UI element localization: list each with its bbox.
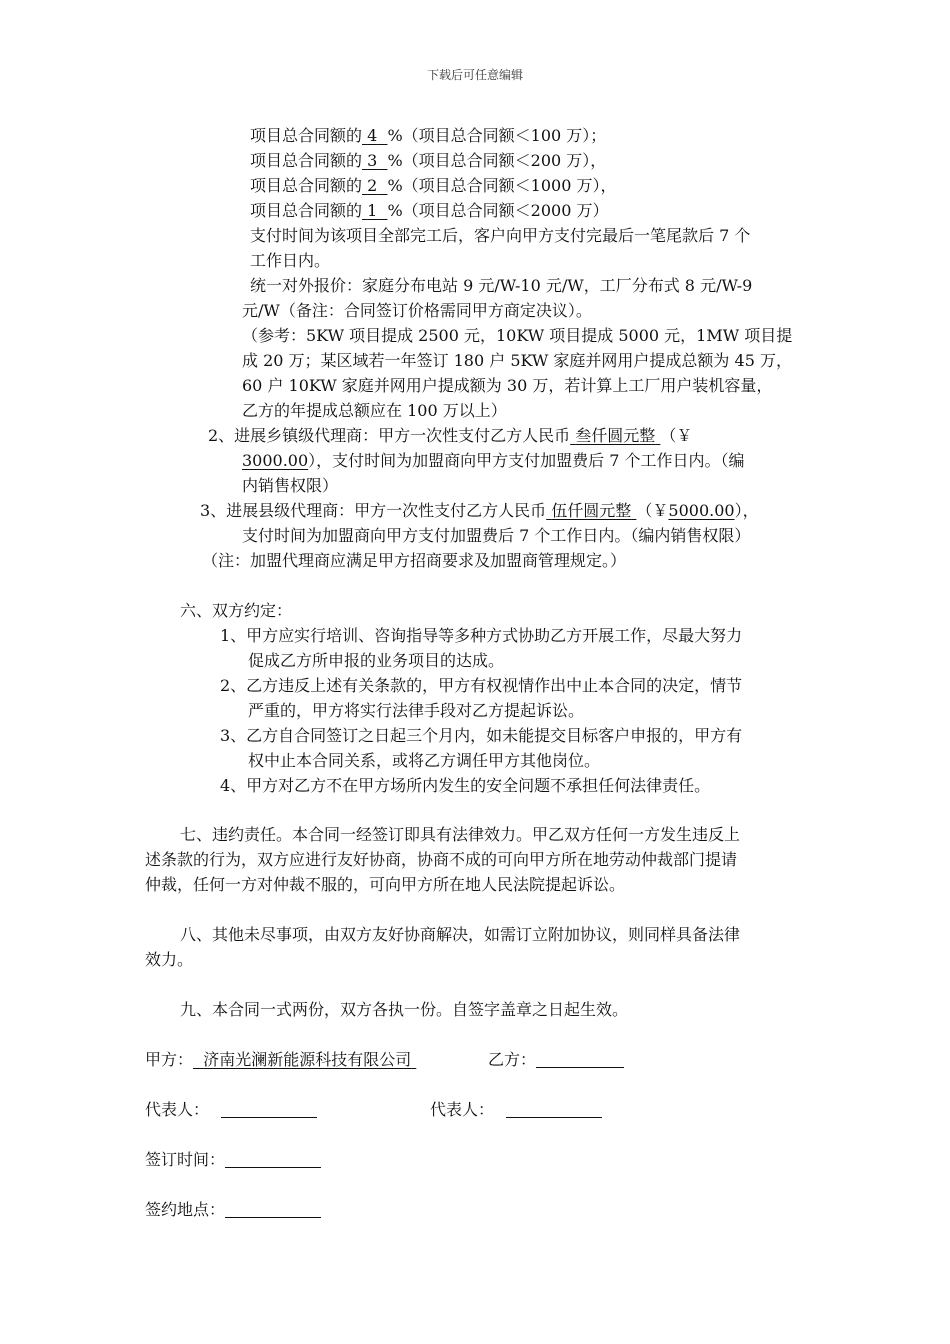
section-7-l1: 七、违约责任。本合同一经签订即具有法律效力。甲乙双方任何一方发生违反上 xyxy=(180,825,741,844)
town-agent-l2: 3000.00），支付时间为加盟商向甲方支付加盟费后 7 个工作日内。（编 xyxy=(242,451,745,470)
section-6-item-3-cont: 权中止本合同关系，或将乙方调任甲方其他岗位。 xyxy=(248,751,601,770)
section-6-item-2: 2、乙方违反上述有关条款的，甲方有权视情作出中止本合同的决定，情节 xyxy=(220,676,743,695)
town-agent-amount-number: 3000.00 xyxy=(242,451,309,470)
sign-place-line: 签约地点： xyxy=(145,1200,321,1220)
section-6-title: 六、双方约定： xyxy=(180,601,293,620)
sign-date-line: 签订时间： xyxy=(145,1150,321,1170)
payment-time-text: 支付时间为该项目全部完工后，客户向甲方支付完最后一笔尾款后 7 个 xyxy=(250,226,751,245)
commission-row-3: 项目总合同额的 2 %（项目总合同额＜1000 万）， xyxy=(250,176,617,195)
commission-percent-value: 3 xyxy=(367,151,378,170)
franchise-note: （注：加盟代理商应满足甲方招商要求及加盟商管理规定。） xyxy=(202,551,627,570)
page-header: 下载后可任意编辑 xyxy=(426,68,523,82)
county-agent-l2: 支付时间为加盟商向甲方支付加盟费后 7 个工作日内。（编内销售权限） xyxy=(242,526,751,545)
sign-date-blank[interactable] xyxy=(225,1151,321,1168)
town-agent-l3: 内销售权限） xyxy=(242,476,339,495)
reference-note-l3: 60 户 10KW 家庭并网用户提成额为 30 万，若计算上工厂用户装机容量， xyxy=(242,376,773,395)
unified-price-text: 统一对外报价：家庭分布电站 9 元/W-10 元/W，工厂分布式 8 元/W-9 xyxy=(250,276,753,295)
section-6-item-1-cont: 促成乙方所申报的业务项目的达成。 xyxy=(248,651,505,670)
town-agent-amount-words: 叁仟圆元整 xyxy=(575,426,656,445)
section-7-l2: 述条款的行为，双方应进行友好协商，协商不成的可向甲方所在地劳动仲裁部门提请 xyxy=(145,850,738,869)
party-a-line: 甲方： 济南光澜新能源科技有限公司 xyxy=(145,1050,416,1070)
commission-percent-value: 1 xyxy=(367,201,378,220)
commission-row-4: 项目总合同额的 1 %（项目总合同额＜2000 万） xyxy=(250,201,609,220)
county-agent-amount-number: 5000.00 xyxy=(668,501,735,520)
reference-note-l1: （参考：5KW 项目提成 2500 元，10KW 项目提成 5000 元，1MW 项目提 xyxy=(242,326,793,345)
county-agent-l1: 3、进展县级代理商：甲方一次性支付乙方人民币 伍仟圆元整 （￥5000.00）， xyxy=(200,501,759,520)
section-6-item-1: 1、甲方应实行培训、咨询指导等多种方式协助乙方开展工作，尽最大努力 xyxy=(220,626,743,645)
party-a-name: 济南光澜新能源科技有限公司 xyxy=(203,1050,412,1069)
section-9: 九、本合同一式两份，双方各执一份。自签字盖章之日起生效。 xyxy=(180,1000,629,1019)
section-7-l3: 仲裁，任何一方对仲裁不服的，可向甲方所在地人民法院提起诉讼。 xyxy=(145,875,626,894)
party-b-line: 乙方： xyxy=(488,1050,624,1070)
reference-note-l4: 乙方的年提成总额应在 100 万以上） xyxy=(242,401,507,420)
section-8-l1: 八、其他未尽事项，由双方友好协商解决，如需订立附加协议，则同样具备法律 xyxy=(180,925,741,944)
county-agent-amount-words: 伍仟圆元整 xyxy=(551,501,632,520)
section-6-item-3: 3、乙方自合同签订之日起三个月内，如未能提交目标客户申报的，甲方有 xyxy=(220,726,743,745)
sign-place-blank[interactable] xyxy=(225,1201,321,1218)
section-8-l2: 效力。 xyxy=(145,950,194,969)
commission-percent-value: 4 xyxy=(367,126,378,145)
payment-time-text-cont: 工作日内。 xyxy=(250,251,331,270)
section-6-item-4: 4、甲方对乙方不在甲方场所内发生的安全问题不承担任何法律责任。 xyxy=(220,776,711,795)
commission-row-1: 项目总合同额的 4 %（项目总合同额＜100 万）； xyxy=(250,126,607,145)
town-agent-l1: 2、进展乡镇级代理商：甲方一次性支付乙方人民币 叁仟圆元整 （￥ xyxy=(208,426,693,445)
rep-b-blank[interactable] xyxy=(506,1101,602,1118)
rep-b-line: 代表人： xyxy=(430,1100,602,1120)
party-b-blank[interactable] xyxy=(536,1051,624,1068)
section-6-item-2-cont: 严重的，甲方将实行法律手段对乙方提起诉讼。 xyxy=(248,701,585,720)
reference-note-l2: 成 20 万；某区域若一年签订 180 户 5KW 家庭并网用户提成总额为 45 万， xyxy=(242,351,792,370)
unified-price-text-cont: 元/W（备注：合同签订价格需同甲方商定决议）。 xyxy=(242,301,592,320)
rep-a-line: 代表人： xyxy=(145,1100,317,1120)
commission-percent-value: 2 xyxy=(367,176,378,195)
commission-row-2: 项目总合同额的 3 %（项目总合同额＜200 万）， xyxy=(250,151,607,170)
rep-a-blank[interactable] xyxy=(221,1101,317,1118)
